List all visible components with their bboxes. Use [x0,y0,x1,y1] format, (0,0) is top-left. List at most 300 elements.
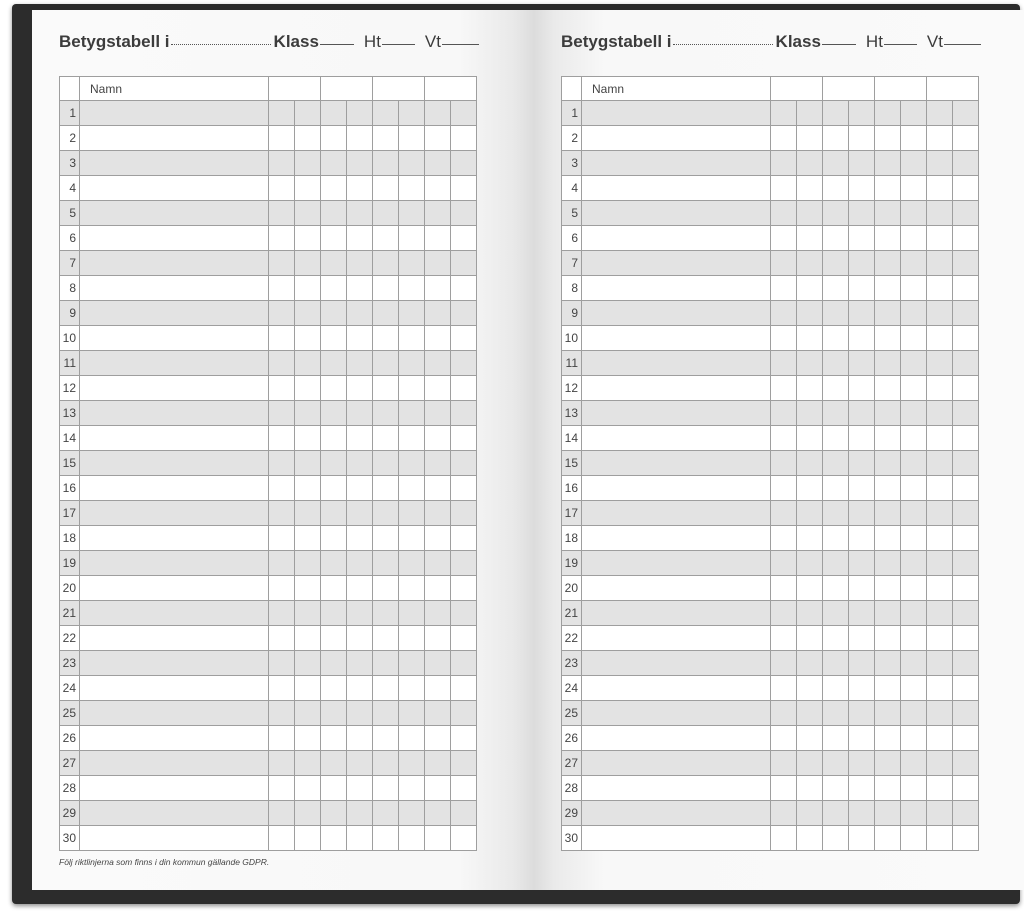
name-cell[interactable] [582,176,771,201]
grade-cell[interactable] [295,326,321,351]
grade-cell[interactable] [771,426,797,451]
grade-cell[interactable] [771,626,797,651]
grade-cell[interactable] [797,326,823,351]
grade-cell[interactable] [901,776,927,801]
grade-cell[interactable] [927,651,953,676]
grade-cell[interactable] [373,426,399,451]
grade-cell[interactable] [399,601,425,626]
grade-cell[interactable] [849,201,875,226]
grade-cell[interactable] [373,376,399,401]
grade-cell[interactable] [295,451,321,476]
grade-cell[interactable] [875,376,901,401]
grade-cell[interactable] [849,701,875,726]
name-cell[interactable] [582,451,771,476]
grade-cell[interactable] [797,251,823,276]
grade-cell[interactable] [295,726,321,751]
grade-cell[interactable] [927,776,953,801]
grade-cell[interactable] [295,776,321,801]
grade-cell[interactable] [451,151,477,176]
grade-cell[interactable] [823,626,849,651]
grade-cell[interactable] [771,326,797,351]
grade-cell[interactable] [875,276,901,301]
grade-cell[interactable] [875,501,901,526]
grade-cell[interactable] [347,526,373,551]
grade-cell[interactable] [425,826,451,851]
grade-cell[interactable] [321,201,347,226]
name-cell[interactable] [582,526,771,551]
grade-cell[interactable] [771,401,797,426]
grade-cell[interactable] [347,651,373,676]
grade-cell[interactable] [425,476,451,501]
grade-cell[interactable] [901,601,927,626]
grade-cell[interactable] [875,101,901,126]
grade-cell[interactable] [901,626,927,651]
grade-cell[interactable] [953,626,979,651]
grade-cell[interactable] [451,401,477,426]
grade-cell[interactable] [927,626,953,651]
grade-cell[interactable] [295,301,321,326]
grade-cell[interactable] [269,376,295,401]
grade-cell[interactable] [901,176,927,201]
grade-cell[interactable] [425,776,451,801]
grade-cell[interactable] [451,351,477,376]
grade-cell[interactable] [295,801,321,826]
grade-cell[interactable] [927,501,953,526]
grade-cell[interactable] [875,251,901,276]
grade-cell[interactable] [451,426,477,451]
grade-cell[interactable] [425,151,451,176]
name-cell[interactable] [80,176,269,201]
grade-cell[interactable] [771,601,797,626]
name-cell[interactable] [80,276,269,301]
grade-cell[interactable] [927,751,953,776]
grade-cell[interactable] [797,176,823,201]
grade-cell[interactable] [875,351,901,376]
grade-header-cell[interactable] [269,77,321,101]
name-cell[interactable] [582,201,771,226]
grade-cell[interactable] [953,176,979,201]
grade-cell[interactable] [295,176,321,201]
grade-cell[interactable] [771,501,797,526]
grade-cell[interactable] [953,101,979,126]
name-cell[interactable] [582,151,771,176]
grade-cell[interactable] [399,651,425,676]
grade-cell[interactable] [451,276,477,301]
grade-cell[interactable] [347,151,373,176]
grade-cell[interactable] [399,401,425,426]
grade-cell[interactable] [823,526,849,551]
grade-cell[interactable] [875,601,901,626]
grade-cell[interactable] [849,451,875,476]
grade-cell[interactable] [901,526,927,551]
grade-cell[interactable] [927,576,953,601]
grade-cell[interactable] [373,551,399,576]
name-cell[interactable] [582,551,771,576]
grade-cell[interactable] [849,301,875,326]
grade-cell[interactable] [399,551,425,576]
grade-cell[interactable] [425,276,451,301]
grade-header-cell[interactable] [875,77,927,101]
grade-cell[interactable] [875,751,901,776]
grade-cell[interactable] [927,251,953,276]
grade-cell[interactable] [373,101,399,126]
grade-cell[interactable] [321,426,347,451]
grade-cell[interactable] [953,726,979,751]
name-cell[interactable] [582,576,771,601]
grade-cell[interactable] [321,601,347,626]
grade-cell[interactable] [425,701,451,726]
grade-cell[interactable] [797,626,823,651]
grade-cell[interactable] [269,426,295,451]
grade-cell[interactable] [347,176,373,201]
grade-cell[interactable] [269,201,295,226]
grade-cell[interactable] [849,176,875,201]
name-cell[interactable] [582,426,771,451]
grade-cell[interactable] [347,426,373,451]
grade-cell[interactable] [295,501,321,526]
grade-cell[interactable] [373,826,399,851]
grade-cell[interactable] [771,151,797,176]
grade-cell[interactable] [451,201,477,226]
name-cell[interactable] [80,776,269,801]
grade-cell[interactable] [823,151,849,176]
grade-cell[interactable] [425,251,451,276]
grade-cell[interactable] [875,626,901,651]
name-cell[interactable] [582,226,771,251]
spring-blank[interactable] [442,43,479,45]
grade-cell[interactable] [797,301,823,326]
grade-cell[interactable] [295,476,321,501]
name-cell[interactable] [80,401,269,426]
grade-cell[interactable] [901,751,927,776]
grade-cell[interactable] [797,701,823,726]
grade-cell[interactable] [399,201,425,226]
grade-cell[interactable] [771,701,797,726]
grade-cell[interactable] [451,101,477,126]
grade-cell[interactable] [771,801,797,826]
grade-cell[interactable] [373,526,399,551]
subject-blank[interactable] [673,43,773,45]
grade-cell[interactable] [771,551,797,576]
grade-cell[interactable] [849,801,875,826]
grade-cell[interactable] [321,526,347,551]
name-cell[interactable] [80,426,269,451]
name-cell[interactable] [80,151,269,176]
grade-cell[interactable] [823,676,849,701]
grade-cell[interactable] [901,651,927,676]
grade-cell[interactable] [321,226,347,251]
grade-cell[interactable] [269,126,295,151]
name-cell[interactable] [80,551,269,576]
name-cell[interactable] [582,751,771,776]
grade-cell[interactable] [347,626,373,651]
grade-cell[interactable] [373,801,399,826]
grade-cell[interactable] [399,326,425,351]
grade-cell[interactable] [927,801,953,826]
grade-cell[interactable] [771,101,797,126]
grade-cell[interactable] [849,726,875,751]
grade-cell[interactable] [451,226,477,251]
grade-cell[interactable] [269,626,295,651]
grade-cell[interactable] [373,776,399,801]
grade-cell[interactable] [399,726,425,751]
grade-cell[interactable] [901,426,927,451]
grade-cell[interactable] [425,801,451,826]
grade-cell[interactable] [953,751,979,776]
grade-cell[interactable] [295,376,321,401]
grade-cell[interactable] [321,401,347,426]
grade-cell[interactable] [771,226,797,251]
grade-cell[interactable] [901,576,927,601]
grade-cell[interactable] [425,576,451,601]
grade-cell[interactable] [875,176,901,201]
grade-cell[interactable] [823,351,849,376]
grade-cell[interactable] [269,726,295,751]
grade-cell[interactable] [901,801,927,826]
grade-cell[interactable] [797,551,823,576]
grade-cell[interactable] [875,651,901,676]
grade-cell[interactable] [321,551,347,576]
grade-cell[interactable] [451,651,477,676]
grade-cell[interactable] [425,376,451,401]
grade-cell[interactable] [849,476,875,501]
grade-cell[interactable] [797,151,823,176]
grade-cell[interactable] [399,251,425,276]
grade-cell[interactable] [295,576,321,601]
grade-cell[interactable] [875,326,901,351]
grade-cell[interactable] [425,351,451,376]
grade-cell[interactable] [849,826,875,851]
grade-cell[interactable] [901,276,927,301]
name-cell[interactable] [80,476,269,501]
grade-cell[interactable] [269,601,295,626]
grade-cell[interactable] [295,201,321,226]
grade-cell[interactable] [425,551,451,576]
grade-cell[interactable] [373,726,399,751]
grade-cell[interactable] [425,626,451,651]
name-cell[interactable] [582,826,771,851]
grade-cell[interactable] [269,351,295,376]
grade-header-cell[interactable] [823,77,875,101]
grade-cell[interactable] [901,501,927,526]
grade-cell[interactable] [295,126,321,151]
grade-cell[interactable] [347,601,373,626]
grade-cell[interactable] [901,301,927,326]
grade-cell[interactable] [953,601,979,626]
name-cell[interactable] [80,301,269,326]
grade-cell[interactable] [321,751,347,776]
grade-cell[interactable] [451,301,477,326]
grade-cell[interactable] [953,376,979,401]
grade-cell[interactable] [823,501,849,526]
grade-header-cell[interactable] [425,77,477,101]
grade-cell[interactable] [849,501,875,526]
grade-cell[interactable] [875,726,901,751]
grade-cell[interactable] [295,751,321,776]
grade-cell[interactable] [451,726,477,751]
grade-cell[interactable] [451,526,477,551]
grade-cell[interactable] [321,351,347,376]
grade-cell[interactable] [425,176,451,201]
grade-cell[interactable] [953,526,979,551]
grade-cell[interactable] [451,476,477,501]
grade-cell[interactable] [295,651,321,676]
grade-cell[interactable] [797,576,823,601]
grade-cell[interactable] [451,826,477,851]
grade-cell[interactable] [797,751,823,776]
grade-cell[interactable] [269,301,295,326]
grade-cell[interactable] [849,576,875,601]
grade-cell[interactable] [347,226,373,251]
grade-cell[interactable] [901,151,927,176]
name-cell[interactable] [582,601,771,626]
grade-cell[interactable] [347,776,373,801]
grade-cell[interactable] [399,501,425,526]
grade-cell[interactable] [321,126,347,151]
grade-cell[interactable] [347,501,373,526]
grade-cell[interactable] [425,226,451,251]
grade-header-cell[interactable] [771,77,823,101]
grade-cell[interactable] [901,376,927,401]
grade-cell[interactable] [295,251,321,276]
grade-cell[interactable] [849,226,875,251]
grade-cell[interactable] [849,376,875,401]
grade-cell[interactable] [425,651,451,676]
name-cell[interactable] [80,626,269,651]
grade-cell[interactable] [321,451,347,476]
grade-cell[interactable] [849,626,875,651]
grade-cell[interactable] [451,776,477,801]
grade-cell[interactable] [901,351,927,376]
grade-cell[interactable] [451,551,477,576]
grade-cell[interactable] [425,601,451,626]
grade-cell[interactable] [953,651,979,676]
grade-cell[interactable] [347,751,373,776]
grade-cell[interactable] [399,701,425,726]
grade-cell[interactable] [295,226,321,251]
grade-header-cell[interactable] [927,77,979,101]
grade-cell[interactable] [849,276,875,301]
grade-cell[interactable] [771,126,797,151]
grade-cell[interactable] [269,776,295,801]
grade-cell[interactable] [901,101,927,126]
grade-cell[interactable] [321,476,347,501]
grade-cell[interactable] [849,751,875,776]
grade-cell[interactable] [295,676,321,701]
grade-cell[interactable] [927,676,953,701]
grade-cell[interactable] [849,126,875,151]
grade-cell[interactable] [347,701,373,726]
grade-cell[interactable] [953,426,979,451]
name-cell[interactable] [80,376,269,401]
name-cell[interactable] [80,676,269,701]
grade-cell[interactable] [823,226,849,251]
grade-cell[interactable] [399,126,425,151]
grade-cell[interactable] [347,476,373,501]
grade-cell[interactable] [823,126,849,151]
grade-cell[interactable] [771,476,797,501]
grade-cell[interactable] [901,401,927,426]
grade-cell[interactable] [953,401,979,426]
grade-cell[interactable] [347,676,373,701]
grade-cell[interactable] [269,751,295,776]
name-cell[interactable] [80,126,269,151]
grade-cell[interactable] [295,526,321,551]
grade-cell[interactable] [373,401,399,426]
autumn-blank[interactable] [382,43,415,45]
grade-cell[interactable] [269,151,295,176]
name-cell[interactable] [80,576,269,601]
grade-cell[interactable] [295,551,321,576]
grade-cell[interactable] [451,326,477,351]
name-cell[interactable] [80,751,269,776]
grade-cell[interactable] [269,451,295,476]
grade-cell[interactable] [823,401,849,426]
grade-cell[interactable] [451,701,477,726]
grade-cell[interactable] [399,626,425,651]
grade-cell[interactable] [771,301,797,326]
grade-cell[interactable] [927,401,953,426]
grade-cell[interactable] [451,601,477,626]
grade-cell[interactable] [451,176,477,201]
grade-cell[interactable] [771,651,797,676]
grade-cell[interactable] [451,451,477,476]
grade-cell[interactable] [797,651,823,676]
grade-cell[interactable] [425,676,451,701]
grade-cell[interactable] [927,126,953,151]
grade-cell[interactable] [399,151,425,176]
grade-cell[interactable] [269,526,295,551]
grade-cell[interactable] [823,651,849,676]
grade-cell[interactable] [451,251,477,276]
grade-cell[interactable] [451,626,477,651]
grade-cell[interactable] [849,251,875,276]
grade-cell[interactable] [849,326,875,351]
grade-cell[interactable] [321,301,347,326]
grade-cell[interactable] [953,201,979,226]
name-cell[interactable] [80,501,269,526]
grade-cell[interactable] [797,826,823,851]
grade-cell[interactable] [849,601,875,626]
grade-cell[interactable] [425,301,451,326]
grade-cell[interactable] [927,726,953,751]
name-cell[interactable] [80,326,269,351]
grade-cell[interactable] [373,226,399,251]
name-cell[interactable] [80,726,269,751]
grade-cell[interactable] [321,776,347,801]
grade-cell[interactable] [321,151,347,176]
grade-cell[interactable] [875,151,901,176]
name-cell[interactable] [582,501,771,526]
grade-cell[interactable] [321,701,347,726]
grade-cell[interactable] [875,401,901,426]
name-cell[interactable] [582,676,771,701]
grade-cell[interactable] [269,476,295,501]
grade-cell[interactable] [953,351,979,376]
grade-cell[interactable] [875,301,901,326]
grade-cell[interactable] [425,201,451,226]
grade-cell[interactable] [771,276,797,301]
grade-cell[interactable] [875,526,901,551]
grade-cell[interactable] [823,426,849,451]
name-cell[interactable] [80,601,269,626]
grade-cell[interactable] [901,226,927,251]
grade-cell[interactable] [373,251,399,276]
grade-cell[interactable] [927,351,953,376]
name-cell[interactable] [582,251,771,276]
class-blank[interactable] [320,43,354,45]
grade-cell[interactable] [451,676,477,701]
